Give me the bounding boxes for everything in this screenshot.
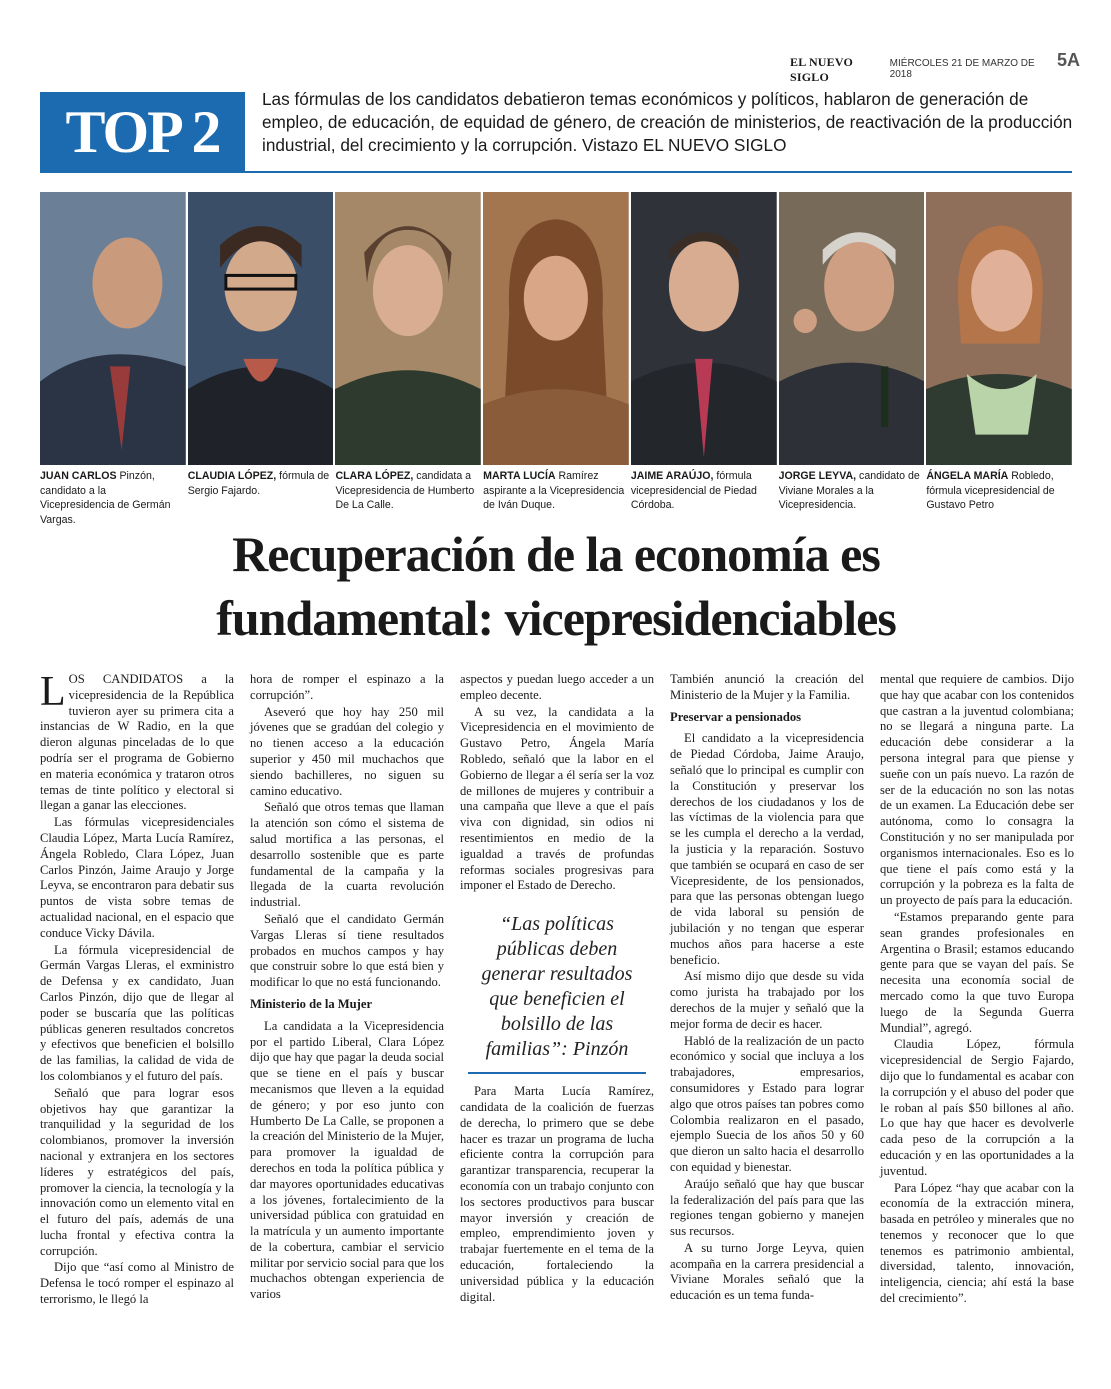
paragraph: Dijo que “así como al Ministro de Defensa le tocó romper el espinazo al terrorismo, le llegó la bbox=[40, 1260, 234, 1307]
paragraph: Señaló que el candidato Germán Vargas Lleras sí tiene resultados probados en muchos campos y hay que construir sobre lo que está bien y modificar lo que no está funcionando. bbox=[250, 911, 444, 990]
caption-name: CLARA LÓPEZ, bbox=[335, 470, 414, 482]
article-column-2 bbox=[250, 672, 444, 1304]
caption-clara-lopez bbox=[335, 469, 481, 527]
caption-text: candidata a Vicepresidencia de Humberto De La Calle. bbox=[335, 470, 475, 511]
paragraph: A su turno Jorge Leyva, quien acompaña en la carrera presidencial a Viviane Morales señaló que la educación es un tema funda- bbox=[670, 1240, 864, 1303]
paragraph: hora de romper el espinazo a la corrupción”. bbox=[250, 672, 444, 702]
photo-jaime-araujo bbox=[631, 192, 777, 465]
caption-claudia-lopez bbox=[188, 469, 334, 527]
caption-jorge-leyva bbox=[779, 469, 925, 527]
paragraph: Las fórmulas vicepresidenciales Claudia López, Marta Lucía Ramírez, Ángela Robledo, Clara López, Juan Carlos Pinzón, Jaime Araujo y Jorge Leyva, se encontraron para debatir sus puntos de vista sobre temas de actualidad nacional, en el espacio que conduce Vicky Dávila. bbox=[40, 815, 234, 940]
paragraph: La fórmula vicepresidencial de Germán Vargas Lleras, el exministro de Defensa y ex candidato, Juan Carlos Pinzón, dijo que de llegar al poder se buscaría que las políticas públicas generen resultados concretos y efectivos que beneficien el bolsillo de las familias, la calidad de vida de los colombianos y el futuro del país. bbox=[40, 942, 234, 1083]
paragraph: Habló de la realización de un pacto económico y social que incluya a los trabajadores, empresarios, consumidores y Estado para lograr algo que otros países tan pobres como Colombia realizaron en el pasado, ejemplo Suecia de los años 50 y 60 que dieron un salto hacia el desarrollo con equidad y bienestar. bbox=[670, 1033, 864, 1174]
subheading-pensionados: Preservar a pensionados bbox=[670, 709, 802, 724]
intro-text: Las fórmulas de los candidatos debatieron temas económicos y políticos, hablaron de generación de empleo, de educación, de equidad de género, de creación de ministerios, de reactivación de la producción industrial, del crecimiento y la corrupción. Vistazo EL NUEVO SIGLO bbox=[262, 89, 1073, 155]
headline bbox=[40, 522, 1072, 650]
paragraph: Así mismo dijo que desde su vida como jurista ha trabajado por los derechos de la mujer y señaló que la mejor forma de decir es hacer. bbox=[670, 969, 864, 1031]
paragraph: Para Marta Lucía Ramírez, candidata de la coalición de fuerzas de derecha, lo primero que se debe hacer es trazar un programa de lucha eficiente contra la corrupción para garantizar transparencia, recuperar la economía con un trabajo conjunto con los sectores productivos para buscar mayor inversión y creación de empleo, emprendimiento joven y trabajar fuertemente en el tema de la educación, fortaleciendo la universidad pública y la educación digital. bbox=[460, 1084, 654, 1304]
paragraph: “Estamos preparando gente para sean grandes profesionales en Argentina o Brasil; estamos educando gente para que se vayan del país. Se necesita una economía social de mercado como la que tuvo Europa luego de la Segunda Guerra Mundial”, agregó. bbox=[880, 909, 1074, 1035]
paragraph: mental que requiere de cambios. Dijo que hay que acabar con los contenidos que castran a la juventud colombiana; no se llegará a ninguna parte. La educación debe considerar a la persona integral para que piense y sueñe con un país nuevo. La razón de ser de la educación no son las notas de un examen. La Educación debe ser autónoma, como lo consagra la Constitución y no ser manipulada por organismos internacionales. Eso es lo que tiene el país como está y la corrupción y la pobreza es la falta de un proyecto de país para la educación. bbox=[880, 672, 1074, 908]
drop-cap: L bbox=[40, 669, 66, 715]
section-label: TOP 2 bbox=[65, 98, 220, 165]
caption-juan-carlos bbox=[40, 469, 186, 527]
caption-text: candidato de Viviane Morales a la Vicepresidencia. bbox=[778, 470, 920, 511]
photo-captions bbox=[40, 469, 1072, 527]
section-rule bbox=[40, 171, 1072, 173]
paragraph: La candidata a la Vicepresidencia por el partido Liberal, Clara López dijo que hay que pagar la deuda social que se tiene en el país y buscar mecanismos que lleven a la equidad de género; y por eso junto con Humberto De La Calle, se proponen a la creación del Ministerio de la Mujer, para promover la igualdad de derechos en toda la política pública y dar mayores oportunidades educativas a los jóvenes, fortalecimiento de la universidad pública con gratuidad en la matrícula y un aumento importante de la cobertura, cambiar el servicio militar por servicio social para que los muchachos obtengan experiencia de varios bbox=[250, 1018, 444, 1302]
page-number: 5A bbox=[1056, 50, 1080, 70]
paragraph: A su vez, la candidata a la Vicepresidencia en el movimiento de Gustavo Petro, Ángela María Robledo, señaló que la labor en el Gobierno de llegar a él sería ser la voz de millones de mujeres y contribuir a una campaña que lleve a que el país viva con dignidad, sin odios ni resentimientos en medio de la igualdad a través de profundas reformas sociales progresivas para imponer el Estado de Derecho. bbox=[460, 704, 654, 893]
caption-text: Robledo, fórmula vicepresidencial de Gustavo Petro bbox=[926, 470, 1055, 511]
caption-name: ÁNGELA MARÍA bbox=[926, 470, 1009, 482]
newspaper-name: EL NUEVO SIGLO bbox=[790, 55, 854, 84]
article-column-5 bbox=[880, 672, 1074, 1308]
caption-name: JUAN CARLOS bbox=[40, 470, 117, 482]
article-column-1 bbox=[40, 669, 234, 1309]
caption-angela-maria bbox=[926, 469, 1072, 527]
caption-name: MARTA LUCÍA bbox=[483, 470, 556, 482]
caption-jaime-araujo bbox=[631, 469, 777, 527]
caption-name: CLAUDIA LÓPEZ, bbox=[187, 470, 277, 482]
headline-line-2: fundamental: vicepresidenciables bbox=[216, 590, 896, 646]
section-badge bbox=[40, 92, 245, 172]
photo-claudia-lopez bbox=[188, 192, 334, 465]
lead-text: OS CANDIDATOS a la vicepresidencia de la República tuvieron ayer su primera cita a instancias de W Radio, en la que dieron algunas pinceladas de lo que podría ser el programa de Gobierno en materia económica y trataron otros temas de tinte político y electoral si llegan a ganar las elecciones. bbox=[40, 672, 234, 813]
photo-jorge-leyva bbox=[779, 192, 925, 465]
photo-strip bbox=[40, 192, 1072, 465]
caption-marta-lucia bbox=[483, 469, 629, 527]
issue-date: MIÉRCOLES 21 DE MARZO DE 2018 bbox=[889, 58, 1035, 80]
lead-paragraph bbox=[40, 669, 234, 814]
caption-text: Ramírez aspirante a la Vicepresidencia de Iván Duque. bbox=[483, 470, 625, 511]
paragraph: aspectos y puedan luego acceder a un empleo decente. bbox=[460, 672, 654, 702]
photo-clara-lopez bbox=[335, 192, 481, 465]
paragraph: También anunció la creación del Ministerio de la Mujer y la Familia. bbox=[670, 672, 864, 702]
photo-juan-carlos-pinzon bbox=[40, 192, 186, 465]
pull-quote: “Las políticas públicas deben generar resultados que beneficien el bolsillo de las familias”: Pinzón bbox=[468, 912, 646, 1074]
caption-name: JAIME ARAÚJO, bbox=[630, 470, 714, 482]
subheading-ministerio-mujer: Ministerio de la Mujer bbox=[250, 996, 373, 1011]
headline-line-1: Recuperación de la economía es bbox=[232, 526, 880, 582]
paragraph: Señaló que otros temas que llaman la atención son cómo el sistema de salud mortifica a las personas, el desarrollo sostenible que es parte fundamental de la campaña y la llegada de la cuarta revolución industrial. bbox=[250, 800, 444, 910]
photo-marta-lucia-ramirez bbox=[483, 192, 629, 465]
masthead bbox=[790, 50, 1080, 84]
caption-text: Pinzón, candidato a la Vicepresidencia de Germán Vargas. bbox=[40, 470, 171, 526]
paragraph: Claudia López, fórmula vicepresidencial de Sergio Fajardo, dijo que lo fundamental es acabar con la corrupción y el abuso del poder que le roban al país $50 billones al año. Lo que hay que hacer es devolverle cada peso de la corrupción a la educación y en las oportunidades a la juventud. bbox=[880, 1037, 1074, 1178]
caption-name: JORGE LEYVA, bbox=[778, 470, 857, 482]
paragraph: El candidato a la vicepresidencia de Piedad Córdoba, Jaime Araujo, señaló que lo principal es cumplir con la Constitución y preservar los derechos de los ciudadanos y los de las víctimas de la violencia para que se les cumpla el derecho a la verdad, la justicia y la reparación. Sostuvo que también se ocupará en caso de ser Vicepresidente, de los pensionados, para que las personas obtengan luego de vida laboral su pensión de jubilación y no tengan que esperar muchos años para hacerse a este beneficio. bbox=[670, 731, 864, 967]
caption-text: fórmula de Sergio Fajardo. bbox=[187, 470, 330, 497]
article-column-3 bbox=[460, 672, 654, 1306]
paragraph: Para López “hay que acabar con la economía de la extracción minera, basada en petróleo y minerales que no tenemos y reconocer que lo que tenemos es patrimonio ambiental, diversidad, talento, innovación, inteligencia, ciencia; ahí está la base del crecimiento”. bbox=[880, 1180, 1074, 1306]
paragraph: Araújo señaló que hay que buscar la federalización del país para que las regiones tengan gobierno y manejen sus recursos. bbox=[670, 1176, 864, 1239]
article-body bbox=[40, 669, 1074, 1342]
paragraph: Señaló que para lograr esos objetivos hay que garantizar la tranquilidad y la seguridad de los colombianos, promover la inversión nacional y extranjera en los sectores líderes y estratégicos del país, promover la ciencia, la tecnología y la innovación como un elemento vital en el futuro del país, además de una lucha frontal y efectiva contra la corrupción. bbox=[40, 1085, 234, 1258]
article-column-4 bbox=[670, 672, 864, 1305]
paragraph: Aseveró que hoy hay 250 mil jóvenes que se gradúan del colegio y no tienen acceso a la educación superior y 450 mil muchachos que siendo bachilleres, no siguen su camino educativo. bbox=[250, 704, 444, 798]
caption-text: fórmula vicepresidencial de Piedad Córdoba. bbox=[630, 470, 757, 511]
photo-angela-maria-robledo bbox=[926, 192, 1072, 465]
